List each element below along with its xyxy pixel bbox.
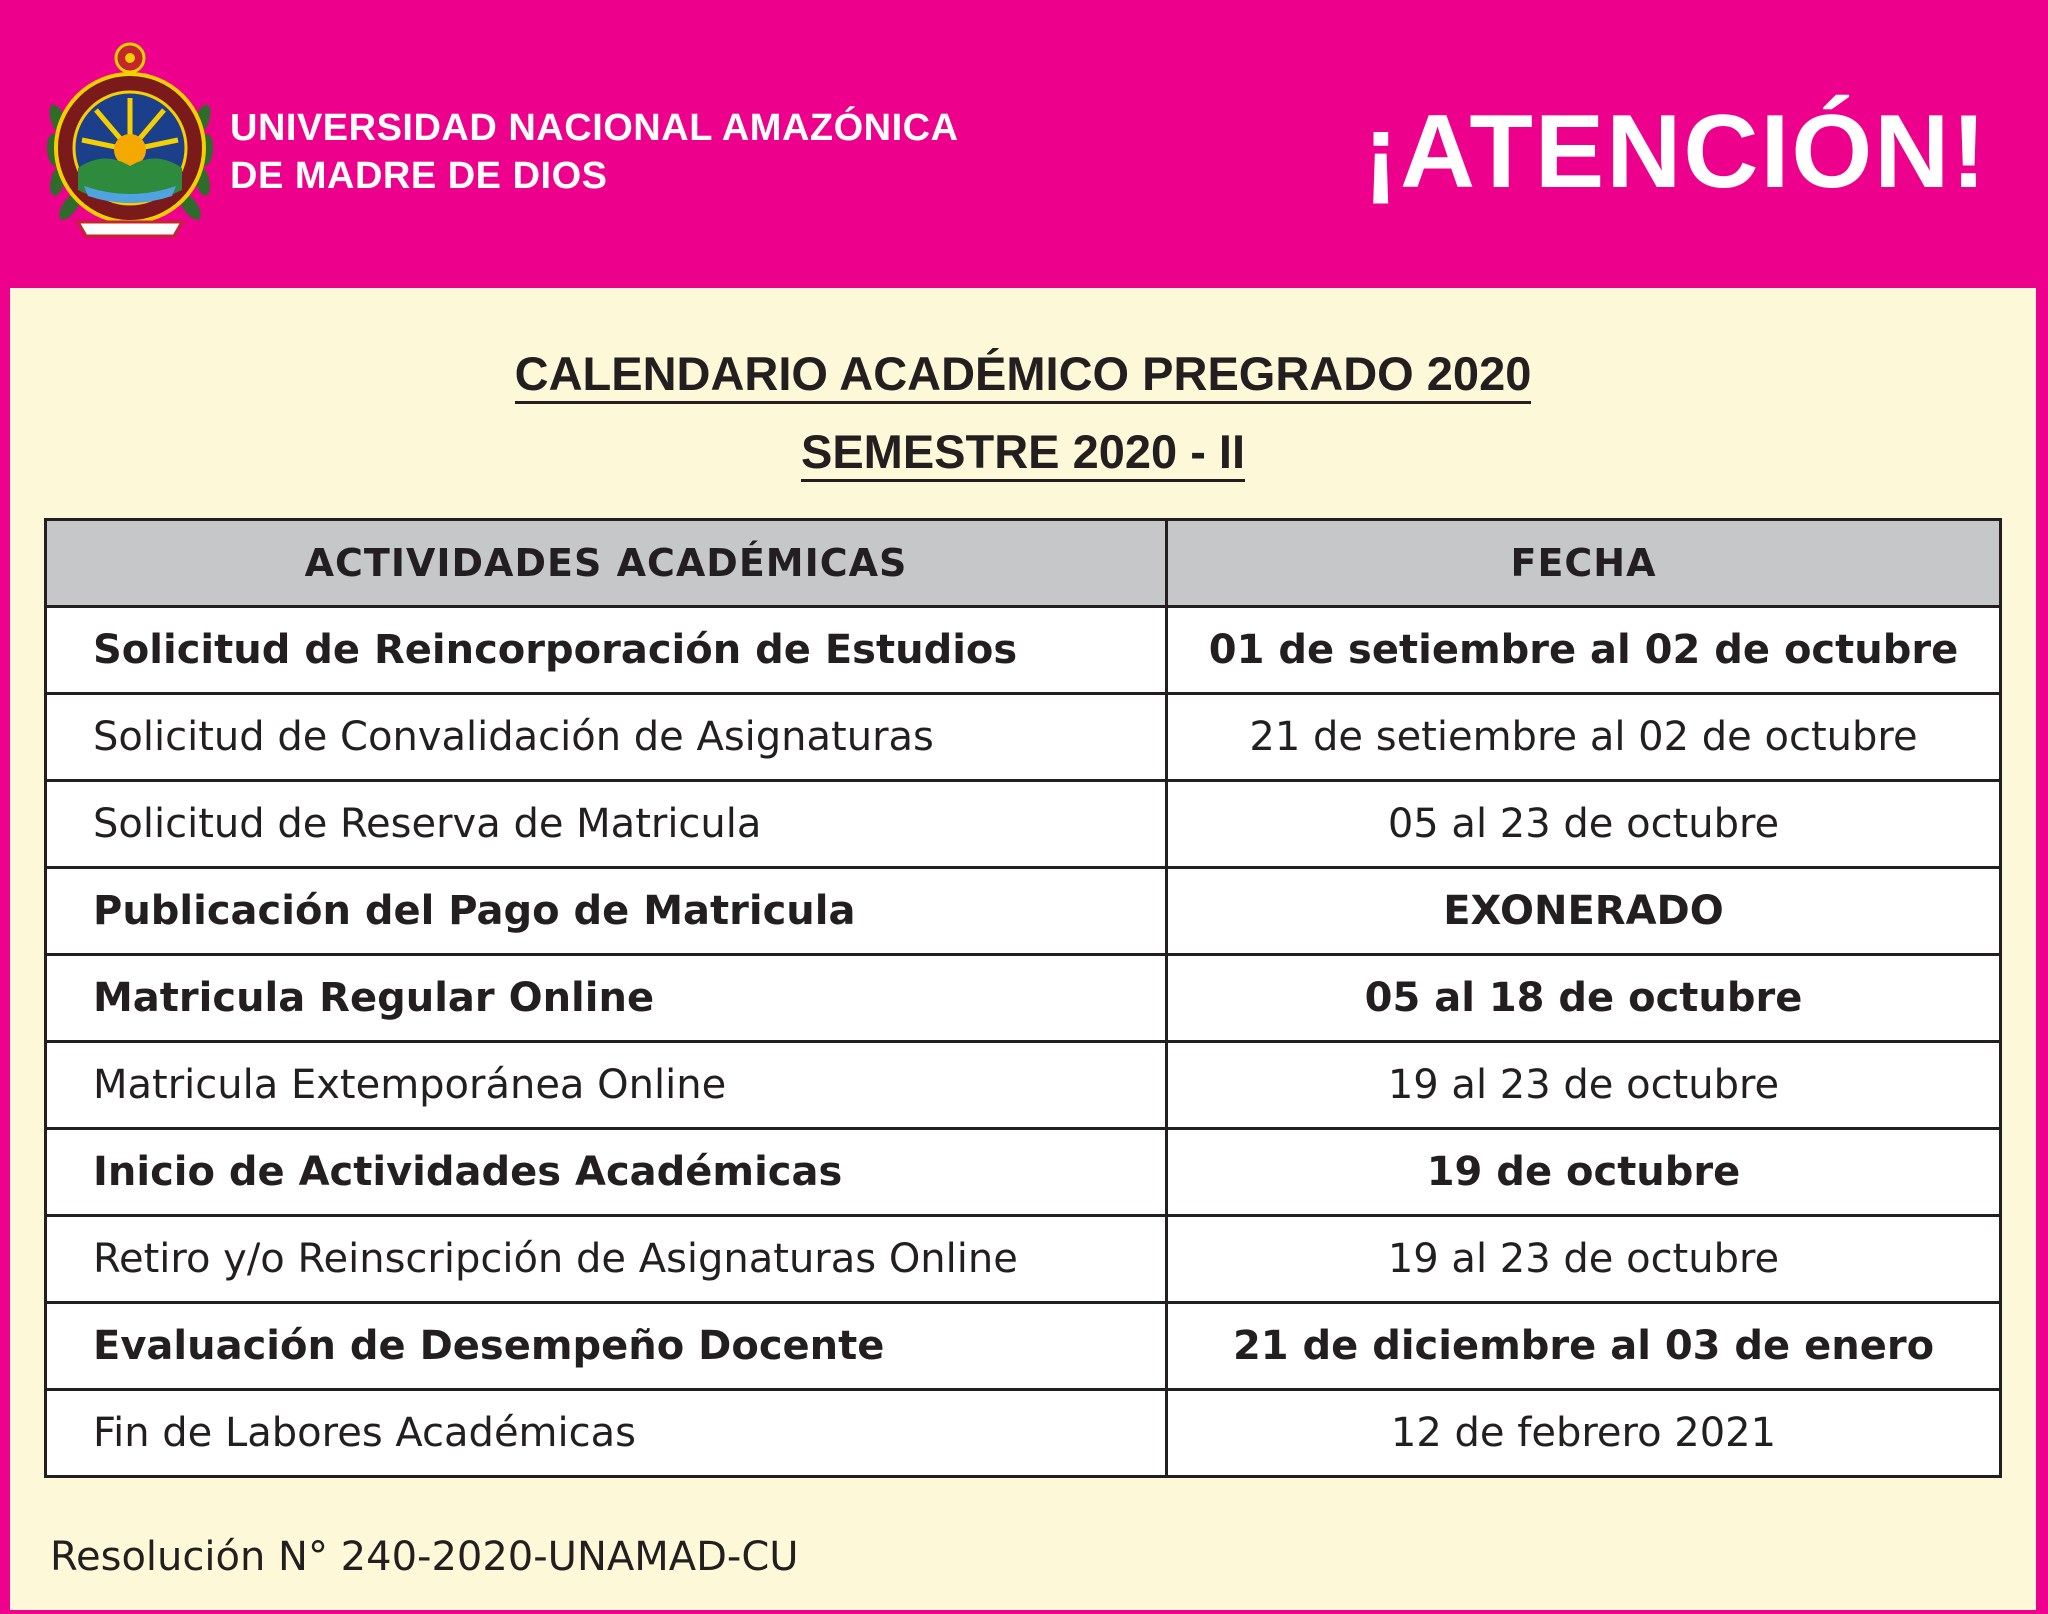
table-row [46,694,2001,781]
date-cell: 19 al 23 de octubre [1167,1042,2001,1129]
activity-cell: Matricula Regular Online [46,955,1167,1042]
date-cell: 01 de setiembre al 02 de octubre [1167,607,2001,694]
table-row [46,1042,2001,1129]
university-crest-icon [44,40,216,252]
date-cell: 05 al 18 de octubre [1167,955,2001,1042]
activity-cell: Inicio de Actividades Académicas [46,1129,1167,1216]
attention-heading: ¡ATENCIÓN! [1363,94,1988,210]
date-cell: 12 de febrero 2021 [1167,1390,2001,1477]
table-row [46,1390,2001,1477]
date-cell: 21 de setiembre al 02 de octubre [1167,694,2001,781]
table-row [46,1129,2001,1216]
table-row [46,955,2001,1042]
date-cell: 05 al 23 de octubre [1167,781,2001,868]
table-row [46,868,2001,955]
table-row [46,1216,2001,1303]
date-cell: 21 de diciembre al 03 de enero [1167,1303,2001,1390]
table-row [46,781,2001,868]
header-banner [0,0,2048,288]
activity-cell: Fin de Labores Académicas [46,1390,1167,1477]
calendar-title: CALENDARIO ACADÉMICO PREGRADO 2020 [10,346,2036,401]
university-name-line2: DE MADRE DE DIOS [230,155,608,197]
activity-cell: Solicitud de Reserva de Matricula [46,781,1167,868]
date-cell: EXONERADO [1167,868,2001,955]
activity-cell: Solicitud de Convalidación de Asignaturas [46,694,1167,781]
university-name-line1: UNIVERSIDAD NACIONAL AMAZÓNICA [230,107,959,149]
column-header-activities: ACTIVIDADES ACADÉMICAS [46,520,1167,607]
column-header-date: FECHA [1167,520,2001,607]
calendar-table [44,518,2002,1478]
resolution-note: Resolución N° 240-2020-UNAMAD-CU [50,1534,799,1580]
activity-cell: Evaluación de Desempeño Docente [46,1303,1167,1390]
activity-cell: Solicitud de Reincorporación de Estudios [46,607,1167,694]
activity-cell: Publicación del Pago de Matricula [46,868,1167,955]
calendar-subtitle: SEMESTRE 2020 - II [10,424,2036,479]
table-row [46,607,2001,694]
table-row [46,1303,2001,1390]
calendar-panel [10,288,2036,1610]
activity-cell: Matricula Extemporánea Online [46,1042,1167,1129]
university-name [230,104,959,200]
date-cell: 19 de octubre [1167,1129,2001,1216]
activity-cell: Retiro y/o Reinscripción de Asignaturas Online [46,1216,1167,1303]
table-header-row [46,520,2001,607]
date-cell: 19 al 23 de octubre [1167,1216,2001,1303]
